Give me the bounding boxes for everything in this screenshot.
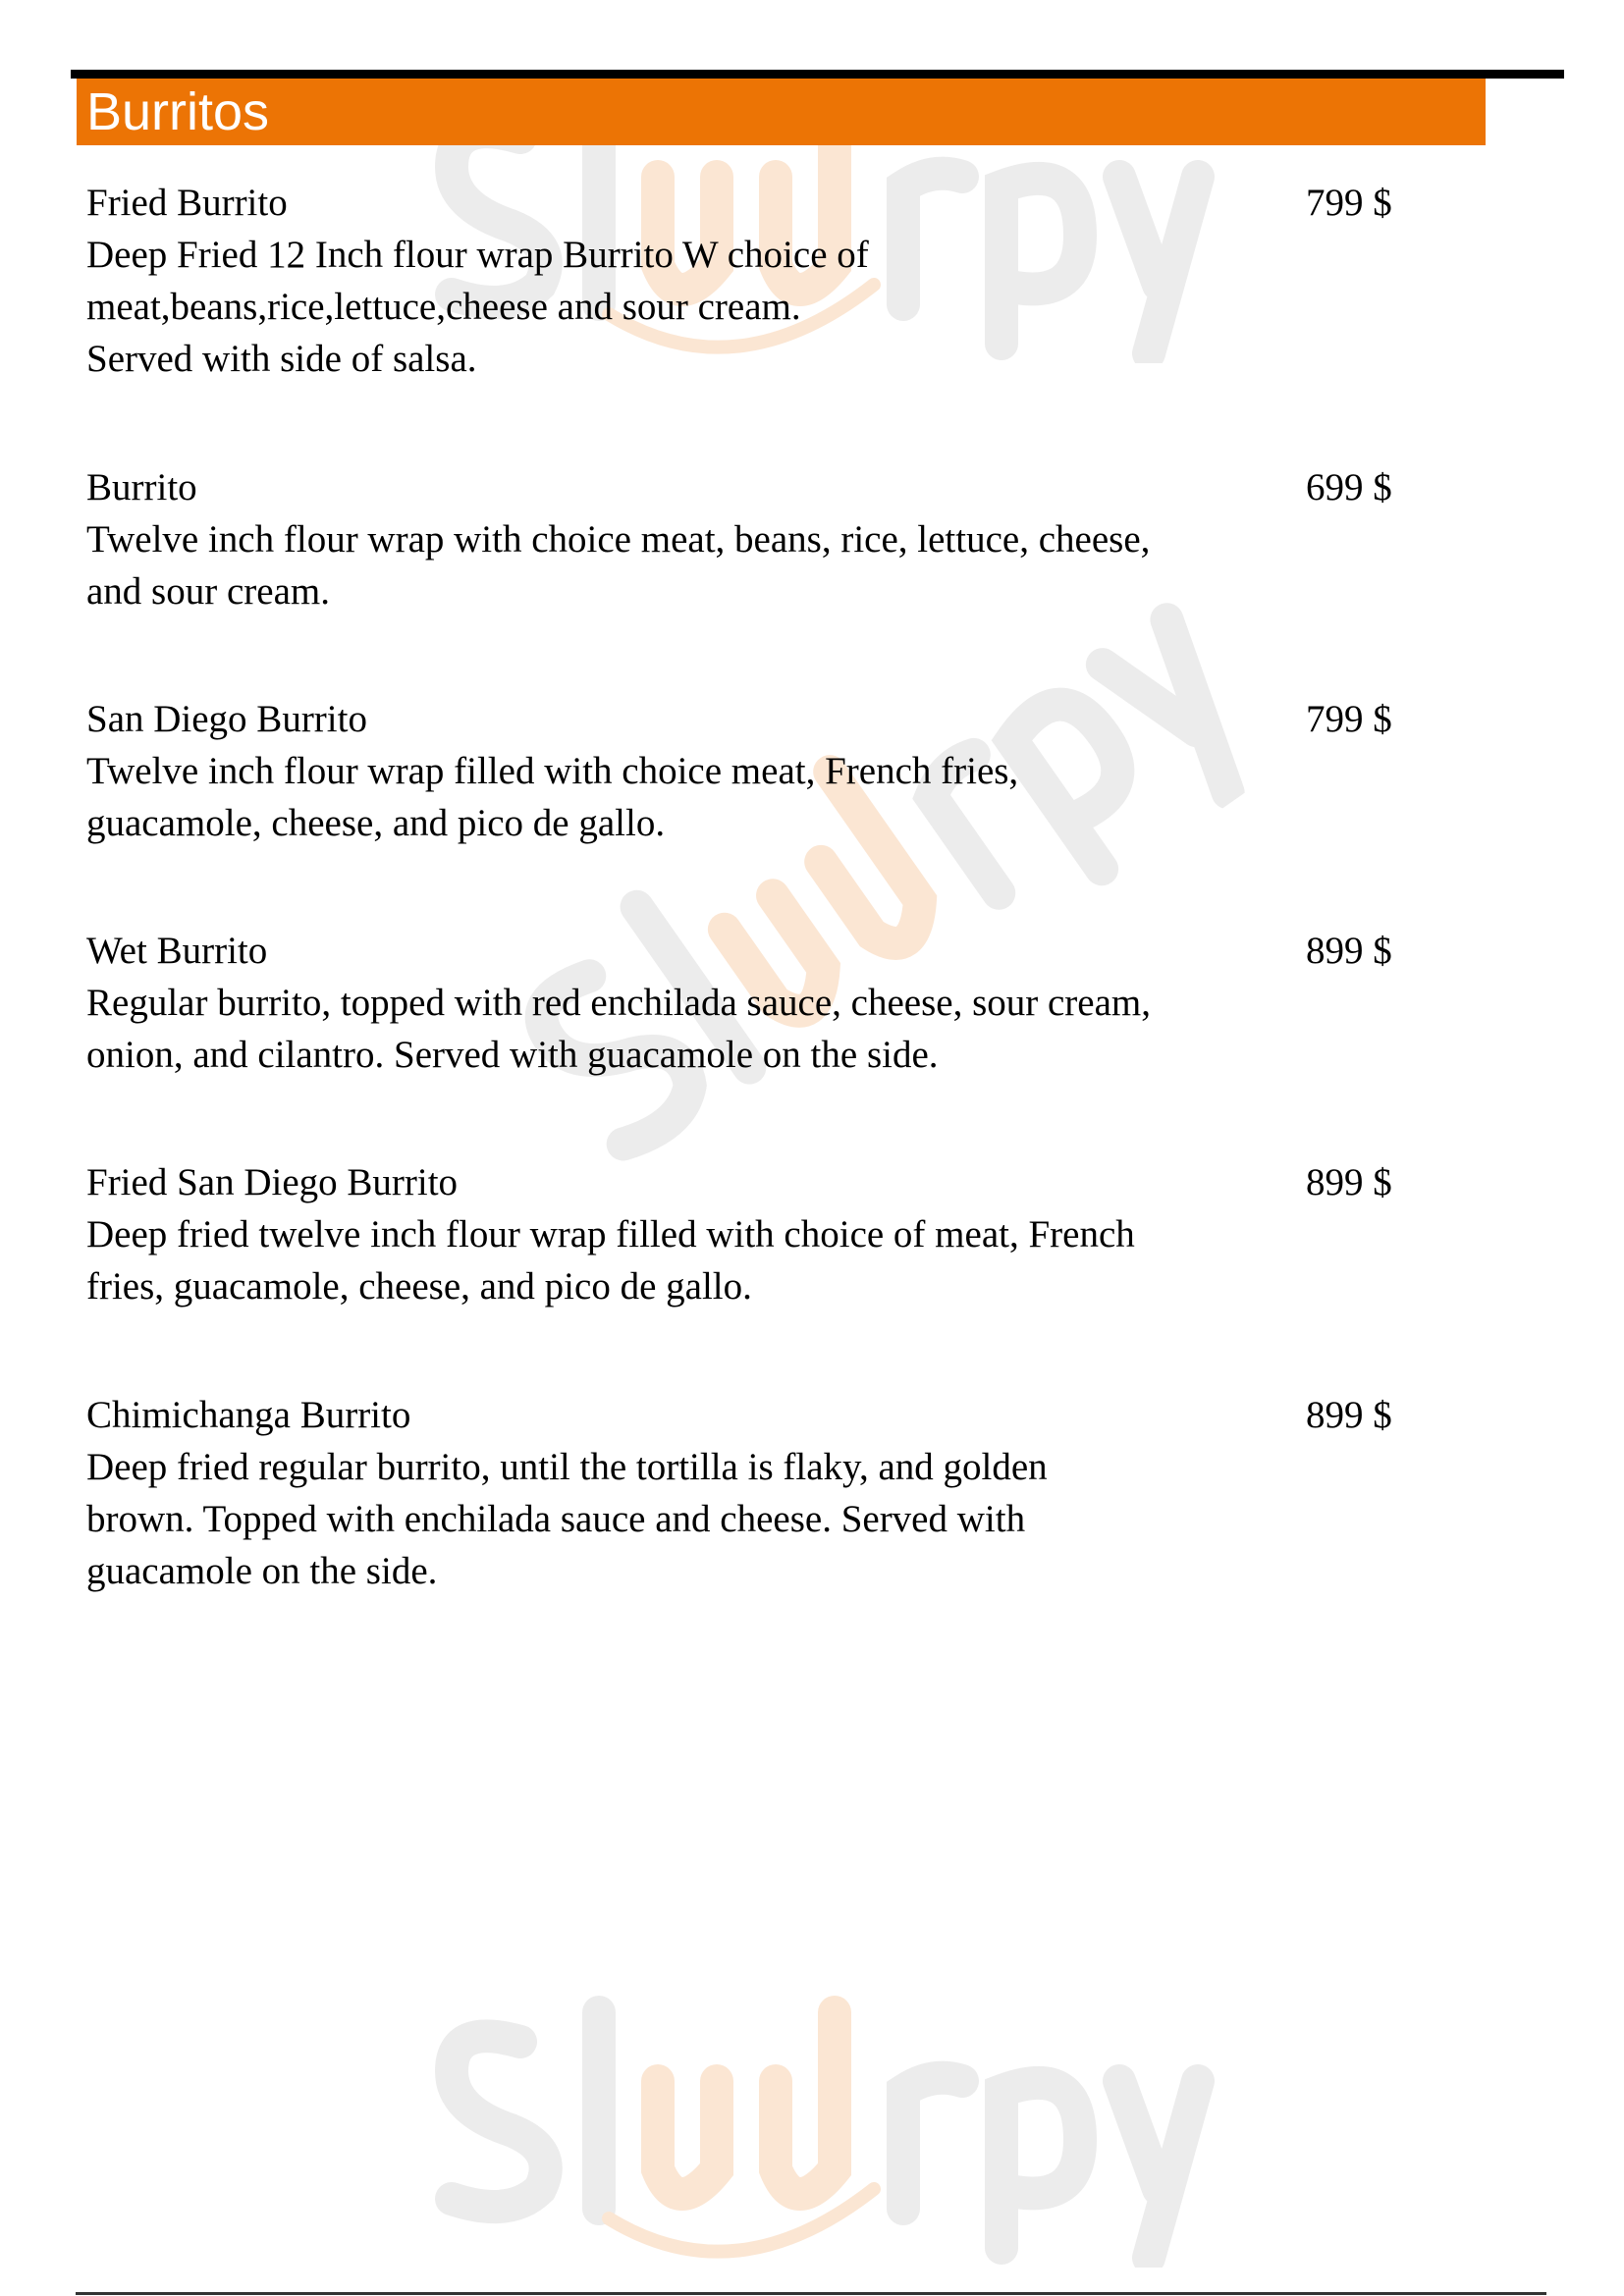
item-name: Fried San Diego Burrito xyxy=(86,1161,459,1203)
menu-item xyxy=(86,177,1481,385)
item-price: 799 $ xyxy=(1306,698,1392,740)
description-line: brown. Topped with enchilada sauce and cheese. Served with xyxy=(86,1498,1026,1540)
item-price: 899 $ xyxy=(1306,1394,1392,1436)
description-line: and sour cream. xyxy=(86,570,330,613)
bottom-rule xyxy=(76,2292,1546,2295)
item-name: Burrito xyxy=(86,466,197,508)
item-description xyxy=(86,1208,1284,1312)
section-title: Burritos xyxy=(86,82,270,141)
item-name: San Diego Burrito xyxy=(86,698,367,740)
item-name: Wet Burrito xyxy=(86,930,268,972)
section-header xyxy=(77,79,1486,145)
menu-item xyxy=(86,461,1481,617)
top-rule xyxy=(71,70,1564,79)
item-description xyxy=(86,977,1284,1081)
item-description xyxy=(86,745,1284,849)
item-name: Chimichanga Burrito xyxy=(86,1394,411,1436)
item-price: 699 $ xyxy=(1306,466,1392,508)
menu-item xyxy=(86,1156,1481,1312)
description-line: onion, and cilantro. Served with guacamole on the side. xyxy=(86,1034,939,1076)
menu-item xyxy=(86,693,1481,849)
description-line: Twelve inch flour wrap with choice meat, beans, rice, lettuce, cheese, xyxy=(86,518,1151,561)
description-line: guacamole on the side. xyxy=(86,1550,438,1592)
item-price: 899 $ xyxy=(1306,1161,1392,1203)
item-description xyxy=(86,1441,1284,1597)
description-line: Deep Fried 12 Inch flour wrap Burrito W choice of xyxy=(86,234,869,276)
item-description xyxy=(86,513,1284,617)
menu-item xyxy=(86,925,1481,1081)
description-line: Deep fried twelve inch flour wrap filled with choice of meat, French xyxy=(86,1213,1135,1255)
watermark-logo xyxy=(412,1973,1218,2268)
description-line: Regular burrito, topped with red enchilada sauce, cheese, sour cream, xyxy=(86,982,1151,1024)
watermark-logo xyxy=(461,520,1290,1223)
menu-item xyxy=(86,1389,1481,1597)
item-name: Fried Burrito xyxy=(86,182,288,224)
description-line: meat,beans,rice,lettuce,cheese and sour cream. xyxy=(86,286,801,328)
description-line: guacamole, cheese, and pico de gallo. xyxy=(86,802,666,844)
description-line: Served with side of salsa. xyxy=(86,338,477,380)
item-description xyxy=(86,229,1284,385)
description-line: fries, guacamole, cheese, and pico de gallo. xyxy=(86,1265,752,1308)
description-line: Twelve inch flour wrap filled with choice meat, French fries, xyxy=(86,750,1019,792)
description-line: Deep fried regular burrito, until the tortilla is flaky, and golden xyxy=(86,1446,1048,1488)
item-price: 799 $ xyxy=(1306,182,1392,224)
item-price: 899 $ xyxy=(1306,930,1392,972)
